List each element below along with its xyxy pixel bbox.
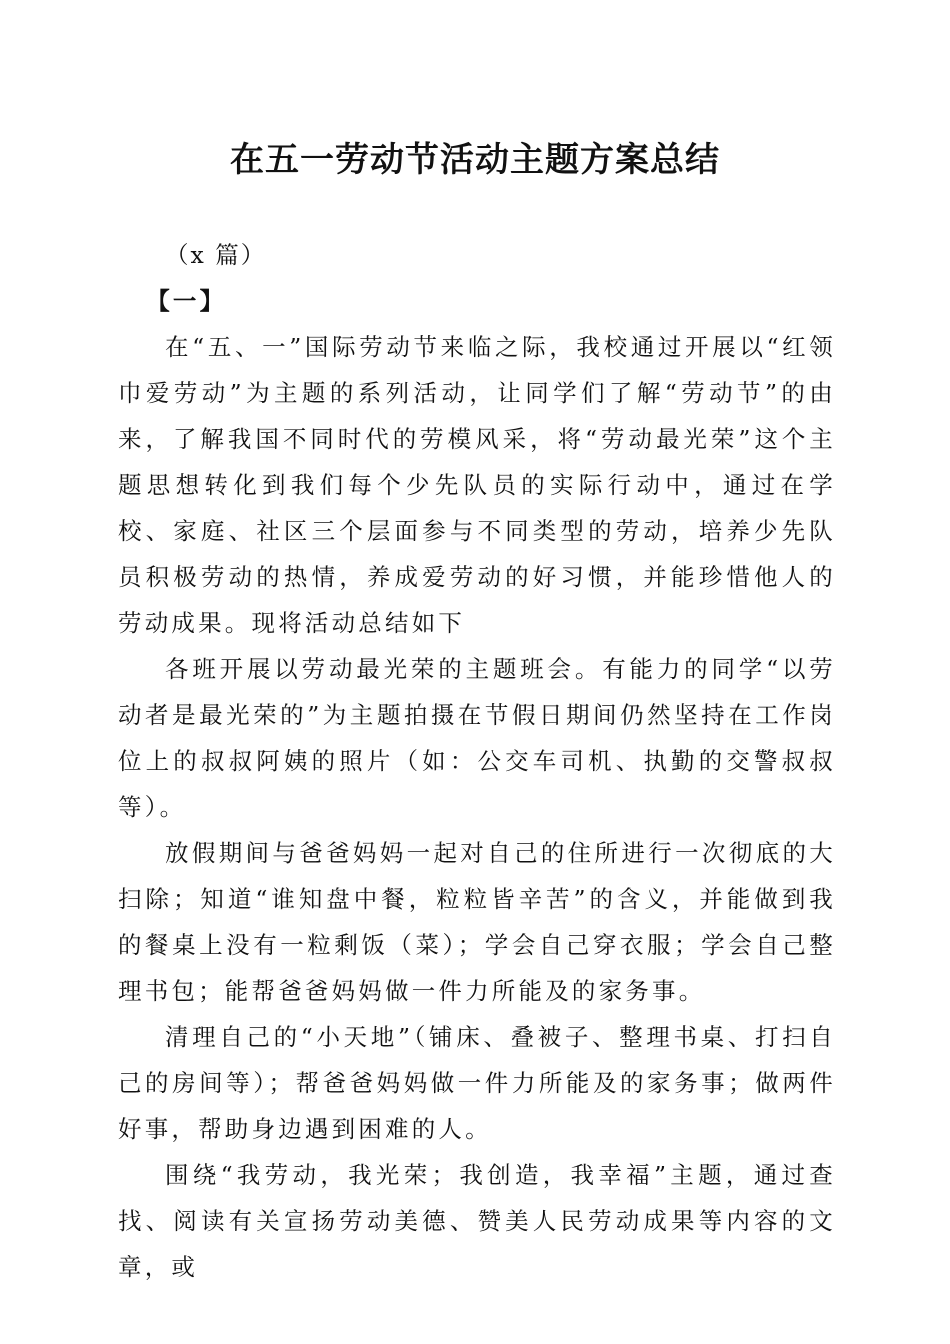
document-title: 在五一劳动节活动主题方案总结 — [230, 140, 720, 180]
count-marker: （x 篇） — [165, 241, 267, 269]
paragraph: 清理自己的“小天地”（铺床、叠被子、整理书桌、打扫自己的房间等）；帮爸爸妈妈做一件力所能及的家务事；做两件好事，帮助身边遇到困难的人。 — [118, 1023, 836, 1143]
paragraph: 围绕“我劳动，我光荣；我创造，我幸福”主题，通过查找、阅读有关宣扬劳动美德、赞美人民劳动成果等内容的文章，或 — [118, 1161, 836, 1281]
paragraph: 放假期间与爸爸妈妈一起对自己的住所进行一次彻底的大扫除；知道“谁知盘中餐，粒粒皆辛苦”的含义，并能做到我的餐桌上没有一粒剩饭（菜）；学会自己穿衣服；学会自己整理书包；能帮爸爸妈妈做一件力所能及的家务事。 — [118, 839, 836, 1005]
paragraph: 在“五、一”国际劳动节来临之际，我校通过开展以“红领巾爱劳动”为主题的系列活动，让同学们了解“劳动节”的由来，了解我国不同时代的劳模风采，将“劳动最光荣”这个主题思想转化到我们每个少先队员的实际行动中，通过在学校、家庭、社区三个层面参与不同类型的劳动，培养少先队员积极劳动的热情，养成爱劳动的好习惯，并能珍惜他人的劳动成果。现将活动总结如下 — [118, 333, 836, 637]
section-marker: 【一】 — [146, 287, 227, 315]
paragraph: 各班开展以劳动最光荣的主题班会。有能力的同学“以劳动者是最光荣的”为主题拍摄在节假日期间仍然坚持在工作岗位上的叔叔阿姨的照片（如：公交车司机、执勤的交警叔叔等）。 — [118, 655, 836, 821]
document-body — [118, 232, 836, 1290]
